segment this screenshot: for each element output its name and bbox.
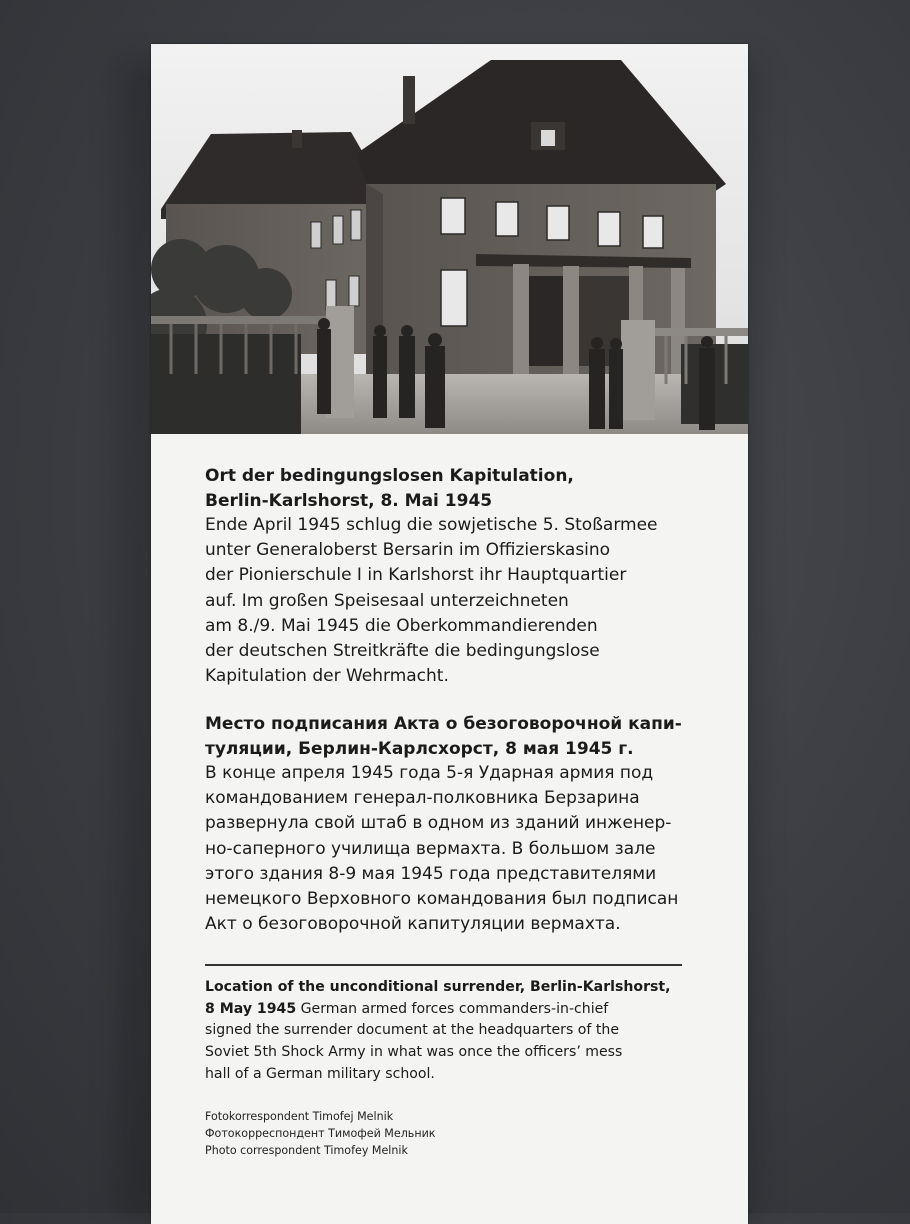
english-text xyxy=(205,977,708,1086)
russian-text xyxy=(205,712,708,937)
russian-heading: Место подписания Акта о безоговорочной капи- туляции, Берлин-Карлсхорст, 8 мая 1945 г. xyxy=(205,714,682,759)
credit-german: Fotokorrespondent Timofej Melnik xyxy=(205,1110,394,1123)
photo-credits xyxy=(205,1108,436,1159)
german-body: Ende April 1945 schlug die sowjetische 5. Stoßarmee unter Generaloberst Bersarin im Offizierskasino der Pionierschule I in Karlshorst ihr Hauptquartier auf. Im großen Speisesaal unterzeichneten am 8./9. Mai 1945 die Oberkommandierenden der deutschen Streitkräfte die bedingungslose Kapitulation der Wehrmacht. xyxy=(205,515,658,687)
english-body: German armed forces commanders-in-chief signed the surrender document at the headquarters of the Soviet 5th Shock Army in what was once the officers’ mess hall of a German military school. xyxy=(205,1000,623,1082)
english-heading: Location of the unconditional surrender, Berlin-Karlshorst, 8 May 1945 xyxy=(205,979,671,1017)
historical-photo xyxy=(151,44,748,434)
exhibit-panel xyxy=(151,44,748,1224)
russian-body: В конце апреля 1945 года 5-я Ударная армия под командованием генерал-полковника Берзарина развернула свой штаб в одном из зданий инженер- но-саперного училища вермахта. В большом зале этого здания 8-9 мая 1945 года представителями немецкого Верховного командования был подписан Акт о безоговорочной капитуляции вермахта. xyxy=(205,763,679,935)
credit-english: Photo correspondent Timofey Melnik xyxy=(205,1144,408,1157)
divider xyxy=(205,964,682,966)
german-heading: Ort der bedingungslosen Kapitulation, Berlin-Karlshorst, 8. Mai 1945 xyxy=(205,466,574,511)
german-text xyxy=(205,464,708,689)
credit-russian: Фотокорреспондент Тимофей Мельник xyxy=(205,1127,436,1140)
